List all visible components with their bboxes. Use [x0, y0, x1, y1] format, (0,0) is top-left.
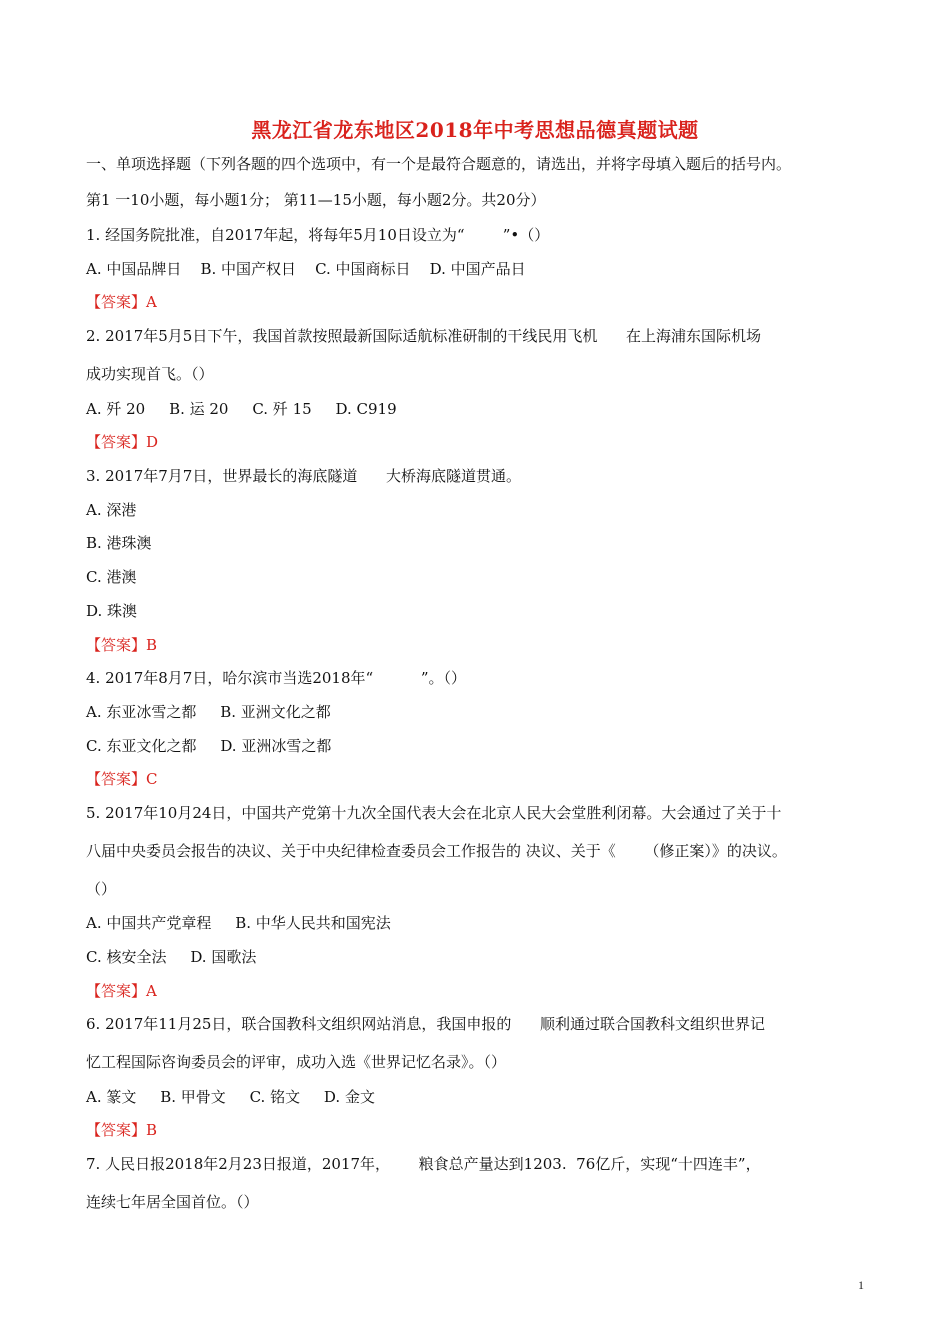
question-3-option-a: A. 深港 [86, 501, 137, 519]
section-heading-line-2: 第1 一10小题，每小题1分； 第11—15小题，每小题2分。共20分） [86, 191, 546, 209]
question-6-stem-cont: 忆工程国际咨询委员会的评审，成功入选《世界记忆名录》。（） [86, 1053, 507, 1071]
question-4-stem: 4. 2017年8月7日，哈尔滨市当选2018年“ ”。（） [86, 669, 467, 687]
question-3-option-c: C. 港澳 [86, 568, 137, 586]
question-3-option-b: B. 港珠澳 [86, 534, 152, 552]
question-3-option-d: D. 珠澳 [86, 602, 138, 620]
question-5-options-ab: A. 中国共产党章程 B. 中华人民共和国宪法 [86, 914, 391, 932]
question-2-answer: 【答案】D [86, 433, 159, 451]
question-7-stem: 7. 人民日报2018年2月23日报道，2017年， 粮食总产量达到1203. 76亿斤，实现“十四连丰”， [86, 1155, 761, 1173]
question-5-stem: 5. 2017年10月24日，中国共产党第十九次全国代表大会在北京人民大会堂胜利闭幕。大会通过了关于十 [86, 804, 782, 822]
question-7-stem-cont: 连续七年居全国首位。（） [86, 1193, 259, 1211]
question-4-options-ab: A. 东亚冰雪之都 B. 亚洲文化之都 [86, 703, 331, 721]
question-5-options-cd: C. 核安全法 D. 国歌法 [86, 948, 257, 966]
question-6-stem: 6. 2017年11月25日，联合国教科文组织网站消息，我国申报的 顺利通过联合国教科文组织世界记 [86, 1015, 766, 1033]
question-5-stem-cont: 八届中央委员会报告的决议、关于中央纪律检查委员会工作报告的 决议、关于《 （修正案）》的决议。 [86, 842, 787, 860]
question-3-stem: 3. 2017年7月7日，世界最长的海底隧道 大桥海底隧道贯通。 [86, 467, 521, 485]
question-4-options-cd: C. 东亚文化之都 D. 亚洲冰雪之都 [86, 737, 332, 755]
question-2-stem: 2. 2017年5月5日下午，我国首款按照最新国际适航标准研制的干线民用飞机 在上海浦东国际机场 [86, 327, 761, 345]
page-number: 1 [858, 1278, 864, 1292]
question-6-options: A. 篆文 B. 甲骨文 C. 铭文 D. 金文 [86, 1088, 375, 1106]
question-6-answer: 【答案】B [86, 1121, 158, 1139]
question-1-options: A. 中国品牌日 B. 中国产权日 C. 中国商标日 D. 中国产品日 [86, 260, 526, 278]
question-1-stem: 1. 经国务院批准，自2017年起，将每年5月10日设立为“ ”•（） [86, 226, 550, 244]
question-4-answer: 【答案】C [86, 770, 158, 788]
question-3-answer: 【答案】B [86, 636, 158, 654]
question-1-answer: 【答案】A [86, 293, 157, 311]
document-title: 黑龙江省龙东地区2018年中考思想品德真题试题 [251, 118, 699, 142]
question-5-answer: 【答案】A [86, 982, 157, 1000]
question-2-options: A. 歼 20 B. 运 20 C. 歼 15 D. C919 [86, 400, 397, 418]
section-heading-line-1: 一、单项选择题（下列各题的四个选项中，有一个是最符合题意的，请选出，并将字母填入题后的括号内。 [86, 155, 792, 173]
question-5-stem-paren: （） [86, 880, 117, 898]
question-2-stem-cont: 成功实现首飞。（） [86, 365, 214, 383]
